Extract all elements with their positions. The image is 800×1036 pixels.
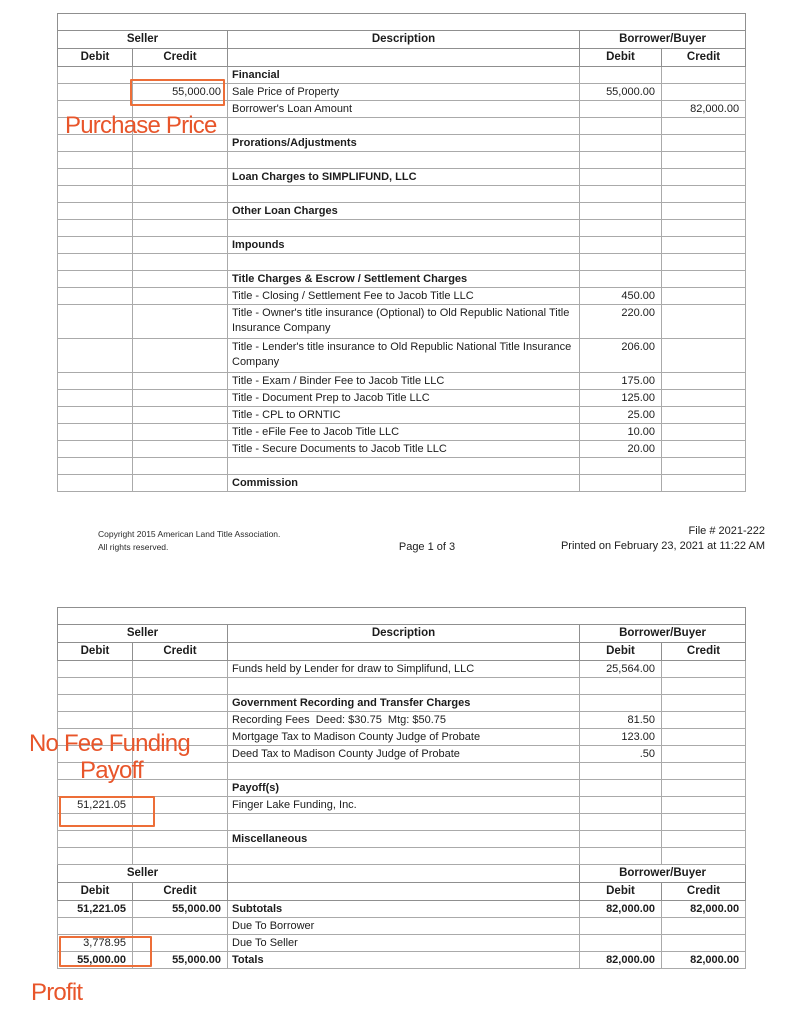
seller-credit-cell xyxy=(133,424,228,441)
table-row xyxy=(58,935,746,952)
buyer-credit-cell xyxy=(662,780,746,797)
table-row xyxy=(58,390,746,407)
seller-credit-cell xyxy=(133,712,228,729)
buyer-credit-cell xyxy=(662,729,746,746)
description-cell: Finger Lake Funding, Inc. xyxy=(228,797,580,814)
page2-header-group xyxy=(58,608,746,661)
buyer-credit-cell xyxy=(662,152,746,169)
description-cell xyxy=(228,458,580,475)
buyer-debit-cell xyxy=(580,220,662,237)
totals-row xyxy=(58,901,746,918)
table-row xyxy=(58,152,746,169)
debit-credit-header-row xyxy=(58,643,746,661)
seller-debit-cell xyxy=(58,712,133,729)
description-cell: Recording Fees Deed: $30.75 Mtg: $50.75 xyxy=(228,712,580,729)
seller-credit-header: Credit xyxy=(133,643,228,661)
seller-credit-cell xyxy=(133,695,228,712)
buyer-debit-cell: .50 xyxy=(580,746,662,763)
buyer-debit-cell xyxy=(580,935,662,952)
buyer-debit-cell xyxy=(580,780,662,797)
totals-header-group xyxy=(58,865,746,901)
buyer-credit-cell xyxy=(662,424,746,441)
seller-debit-cell xyxy=(58,661,133,678)
buyer-credit-cell xyxy=(662,339,746,373)
buyer-debit-cell xyxy=(580,135,662,152)
page2-rows xyxy=(58,661,746,865)
description-cell xyxy=(228,763,580,780)
description-cell: Prorations/Adjustments xyxy=(228,135,580,152)
seller-credit-cell xyxy=(133,169,228,186)
section-header-row xyxy=(58,169,746,186)
table-row xyxy=(58,763,746,780)
buyer-debit-cell xyxy=(580,271,662,288)
description-cell: Due To Seller xyxy=(228,935,580,952)
copyright-line1: Copyright 2015 American Land Title Association. xyxy=(98,529,281,539)
buyer-debit-cell xyxy=(580,118,662,135)
description-cell: Miscellaneous xyxy=(228,831,580,848)
settlement-table-page2 xyxy=(57,607,746,969)
buyer-debit-header: Debit xyxy=(580,643,662,661)
buyer-debit-cell xyxy=(580,152,662,169)
seller-credit-cell xyxy=(133,458,228,475)
file-info xyxy=(561,524,765,554)
seller-credit-cell xyxy=(133,220,228,237)
page1-header-group xyxy=(58,14,746,67)
buyer-debit-cell: 82,000.00 xyxy=(580,901,662,918)
buyer-debit-cell: 25.00 xyxy=(580,407,662,424)
seller-debit-cell xyxy=(58,918,133,935)
totals-column-group-header-row xyxy=(58,865,746,883)
buyer-credit-cell xyxy=(662,712,746,729)
seller-debit-cell xyxy=(58,305,133,339)
buyer-debit-cell: 206.00 xyxy=(580,339,662,373)
seller-credit-cell xyxy=(133,339,228,373)
buyer-credit-cell xyxy=(662,814,746,831)
printed-timestamp: Printed on February 23, 2021 at 11:22 AM xyxy=(560,540,765,552)
description-cell xyxy=(228,848,580,865)
borrower-buyer-header: Borrower/Buyer xyxy=(580,625,746,643)
description-header-spacer xyxy=(228,643,580,661)
empty-top-row xyxy=(58,608,746,625)
buyer-debit-cell xyxy=(580,237,662,254)
description-cell: Impounds xyxy=(228,237,580,254)
description-cell: Payoff(s) xyxy=(228,780,580,797)
seller-debit-cell xyxy=(58,831,133,848)
section-header-row xyxy=(58,831,746,848)
table-row xyxy=(58,288,746,305)
buyer-credit-cell xyxy=(662,390,746,407)
table-row xyxy=(58,441,746,458)
buyer-credit-cell xyxy=(662,678,746,695)
seller-credit-cell xyxy=(133,254,228,271)
description-cell: Borrower's Loan Amount xyxy=(228,101,580,118)
table-row xyxy=(58,373,746,390)
buyer-credit-cell xyxy=(662,797,746,814)
seller-debit-header: Debit xyxy=(58,643,133,661)
seller-credit-cell xyxy=(133,271,228,288)
buyer-credit-cell: 82,000.00 xyxy=(662,952,746,969)
description-cell: Loan Charges to SIMPLIFUND, LLC xyxy=(228,169,580,186)
description-cell xyxy=(228,152,580,169)
seller-debit-cell xyxy=(58,848,133,865)
seller-debit-cell xyxy=(58,678,133,695)
buyer-credit-cell xyxy=(662,763,746,780)
buyer-debit-cell: 82,000.00 xyxy=(580,952,662,969)
description-cell: Title - Owner's title insurance (Optional) to Old Republic National Title Insurance Company xyxy=(228,305,580,339)
table-row xyxy=(58,339,746,373)
description-cell: Deed Tax to Madison County Judge of Probate xyxy=(228,746,580,763)
description-cell: Title Charges & Escrow / Settlement Charges xyxy=(228,271,580,288)
buyer-credit-cell xyxy=(662,67,746,84)
totals-description-header-spacer xyxy=(228,865,580,883)
buyer-credit-cell xyxy=(662,237,746,254)
seller-credit-cell xyxy=(133,203,228,220)
buyer-debit-cell xyxy=(580,763,662,780)
table-row xyxy=(58,424,746,441)
seller-debit-cell: 51,221.05 xyxy=(58,797,133,814)
seller-debit-cell: 3,778.95 xyxy=(58,935,133,952)
no-fee-funding-annotation: No Fee Funding xyxy=(29,730,190,757)
seller-debit-cell xyxy=(58,254,133,271)
buyer-credit-cell xyxy=(662,271,746,288)
purchase-price-highlight-box xyxy=(130,79,225,106)
seller-credit-cell xyxy=(133,237,228,254)
buyer-credit-cell xyxy=(662,458,746,475)
file-number: File # 2021-222 xyxy=(688,525,765,537)
description-header-spacer xyxy=(228,49,580,67)
buyer-debit-cell xyxy=(580,831,662,848)
profit-annotation: Profit xyxy=(31,979,83,1006)
table-row xyxy=(58,458,746,475)
buyer-debit-header: Debit xyxy=(580,883,662,901)
description-cell: Government Recording and Transfer Charges xyxy=(228,695,580,712)
debit-credit-header-row xyxy=(58,49,746,67)
seller-debit-cell xyxy=(58,424,133,441)
description-cell xyxy=(228,186,580,203)
seller-credit-cell: 55,000.00 xyxy=(133,901,228,918)
empty-top-cell xyxy=(58,608,746,625)
profit-highlight-box xyxy=(59,936,152,967)
table-row xyxy=(58,220,746,237)
table-row xyxy=(58,186,746,203)
buyer-credit-cell xyxy=(662,220,746,237)
buyer-debit-cell: 175.00 xyxy=(580,373,662,390)
section-header-row xyxy=(58,203,746,220)
seller-credit-cell xyxy=(133,918,228,935)
buyer-credit-cell xyxy=(662,848,746,865)
buyer-debit-cell xyxy=(580,101,662,118)
totals-row xyxy=(58,952,746,969)
table-row xyxy=(58,678,746,695)
description-cell: Commission xyxy=(228,475,580,492)
buyer-credit-cell: 82,000.00 xyxy=(662,101,746,118)
seller-credit-cell xyxy=(133,441,228,458)
seller-debit-cell xyxy=(58,339,133,373)
seller-debit-cell xyxy=(58,373,133,390)
description-cell: Other Loan Charges xyxy=(228,203,580,220)
totals-debit-credit-header-row xyxy=(58,883,746,901)
description-cell: Title - Exam / Binder Fee to Jacob Title LLC xyxy=(228,373,580,390)
buyer-credit-cell xyxy=(662,118,746,135)
page-number: Page 1 of 3 xyxy=(398,541,456,553)
section-header-row xyxy=(58,475,746,492)
empty-top-row xyxy=(58,14,746,31)
buyer-debit-cell: 81.50 xyxy=(580,712,662,729)
buyer-debit-cell: 220.00 xyxy=(580,305,662,339)
seller-credit-cell xyxy=(133,661,228,678)
buyer-credit-cell xyxy=(662,254,746,271)
seller-credit-cell: 55,000.00 xyxy=(133,952,228,969)
buyer-debit-cell: 10.00 xyxy=(580,424,662,441)
seller-credit-cell xyxy=(133,763,228,780)
table-row xyxy=(58,918,746,935)
table-row xyxy=(58,407,746,424)
seller-credit-cell xyxy=(133,288,228,305)
seller-credit-cell: 55,000.00 xyxy=(133,84,228,101)
buyer-debit-cell xyxy=(580,169,662,186)
seller-debit-cell xyxy=(58,458,133,475)
seller-credit-cell xyxy=(133,678,228,695)
buyer-credit-cell xyxy=(662,935,746,952)
column-group-header-row xyxy=(58,31,746,49)
buyer-credit-cell xyxy=(662,288,746,305)
seller-credit-cell xyxy=(133,407,228,424)
description-cell: Totals xyxy=(228,952,580,969)
seller-credit-header: Credit xyxy=(133,49,228,67)
seller-debit-header: Debit xyxy=(58,883,133,901)
buyer-debit-cell: 55,000.00 xyxy=(580,84,662,101)
buyer-credit-header: Credit xyxy=(662,49,746,67)
page2-totals-rows xyxy=(58,901,746,969)
purchase-price-annotation: Purchase Price xyxy=(65,112,217,139)
description-cell xyxy=(228,254,580,271)
buyer-credit-cell xyxy=(662,661,746,678)
seller-debit-cell xyxy=(58,169,133,186)
description-cell: Funds held by Lender for draw to Simplifund, LLC xyxy=(228,661,580,678)
copyright-line2: All rights reserved. xyxy=(98,542,169,552)
description-cell: Title - CPL to ORNTIC xyxy=(228,407,580,424)
buyer-credit-cell xyxy=(662,746,746,763)
seller-debit-cell xyxy=(58,475,133,492)
table-row xyxy=(58,305,746,339)
buyer-debit-cell: 123.00 xyxy=(580,729,662,746)
seller-header: Seller xyxy=(58,625,228,643)
seller-credit-cell xyxy=(133,373,228,390)
section-header-row xyxy=(58,237,746,254)
seller-credit-header: Credit xyxy=(133,883,228,901)
buyer-credit-cell xyxy=(662,84,746,101)
buyer-credit-header: Credit xyxy=(662,883,746,901)
buyer-debit-cell xyxy=(580,797,662,814)
section-header-row xyxy=(58,271,746,288)
buyer-debit-cell xyxy=(580,678,662,695)
borrower-buyer-header: Borrower/Buyer xyxy=(580,31,746,49)
seller-debit-cell xyxy=(58,186,133,203)
buyer-credit-cell xyxy=(662,441,746,458)
description-header: Description xyxy=(228,31,580,49)
buyer-debit-cell xyxy=(580,203,662,220)
seller-debit-cell xyxy=(58,220,133,237)
buyer-credit-cell xyxy=(662,186,746,203)
buyer-debit-cell: 450.00 xyxy=(580,288,662,305)
description-cell: Title - Document Prep to Jacob Title LLC xyxy=(228,390,580,407)
buyer-debit-cell xyxy=(580,475,662,492)
buyer-debit-cell xyxy=(580,67,662,84)
description-cell: Subtotals xyxy=(228,901,580,918)
buyer-credit-header: Credit xyxy=(662,643,746,661)
description-cell: Title - eFile Fee to Jacob Title LLC xyxy=(228,424,580,441)
table-row xyxy=(58,661,746,678)
seller-debit-cell xyxy=(58,695,133,712)
description-header-spacer xyxy=(228,883,580,901)
buyer-debit-header: Debit xyxy=(580,49,662,67)
seller-debit-cell xyxy=(58,288,133,305)
buyer-credit-cell: 82,000.00 xyxy=(662,901,746,918)
buyer-debit-cell: 20.00 xyxy=(580,441,662,458)
table-row xyxy=(58,712,746,729)
description-cell xyxy=(228,814,580,831)
table-row xyxy=(58,814,746,831)
seller-debit-cell xyxy=(58,271,133,288)
seller-credit-cell xyxy=(133,152,228,169)
seller-debit-header: Debit xyxy=(58,49,133,67)
seller-credit-cell xyxy=(133,831,228,848)
buyer-credit-cell xyxy=(662,831,746,848)
seller-debit-cell xyxy=(58,237,133,254)
buyer-debit-cell xyxy=(580,695,662,712)
buyer-debit-cell: 125.00 xyxy=(580,390,662,407)
description-cell: Title - Closing / Settlement Fee to Jacob Title LLC xyxy=(228,288,580,305)
buyer-credit-cell xyxy=(662,475,746,492)
table-row xyxy=(58,797,746,814)
buyer-credit-cell xyxy=(662,373,746,390)
description-cell: Mortgage Tax to Madison County Judge of Probate xyxy=(228,729,580,746)
section-header-row xyxy=(58,780,746,797)
empty-top-cell xyxy=(58,14,746,31)
description-cell xyxy=(228,220,580,237)
seller-credit-cell xyxy=(133,475,228,492)
buyer-debit-cell xyxy=(580,254,662,271)
buyer-credit-cell xyxy=(662,407,746,424)
column-group-header-row xyxy=(58,625,746,643)
seller-debit-cell xyxy=(58,203,133,220)
buyer-debit-cell xyxy=(580,918,662,935)
buyer-debit-cell xyxy=(580,186,662,203)
seller-debit-cell xyxy=(58,390,133,407)
seller-credit-cell xyxy=(133,848,228,865)
table-row xyxy=(58,254,746,271)
description-cell: Title - Lender's title insurance to Old Republic National Title Insurance Company xyxy=(228,339,580,373)
payoff-highlight-box xyxy=(59,796,155,827)
buyer-credit-cell xyxy=(662,203,746,220)
seller-debit-cell xyxy=(58,67,133,84)
buyer-credit-cell xyxy=(662,918,746,935)
seller-debit-cell xyxy=(58,441,133,458)
seller-debit-cell xyxy=(58,84,133,101)
description-cell: Title - Secure Documents to Jacob Title LLC xyxy=(228,441,580,458)
description-cell xyxy=(228,678,580,695)
seller-debit-cell xyxy=(58,152,133,169)
buyer-credit-cell xyxy=(662,305,746,339)
seller-debit-cell xyxy=(58,407,133,424)
description-cell: Due To Borrower xyxy=(228,918,580,935)
buyer-debit-cell: 25,564.00 xyxy=(580,661,662,678)
seller-debit-cell: 51,221.05 xyxy=(58,901,133,918)
payoff-annotation: Payoff xyxy=(80,757,143,784)
buyer-debit-cell xyxy=(580,458,662,475)
seller-credit-cell xyxy=(133,780,228,797)
buyer-credit-cell xyxy=(662,169,746,186)
buyer-debit-cell xyxy=(580,814,662,831)
description-header: Description xyxy=(228,625,580,643)
description-cell: Sale Price of Property xyxy=(228,84,580,101)
buyer-credit-cell xyxy=(662,695,746,712)
seller-credit-cell xyxy=(133,186,228,203)
buyer-credit-cell xyxy=(662,135,746,152)
borrower-buyer-header: Borrower/Buyer xyxy=(580,865,746,883)
table-row xyxy=(58,848,746,865)
seller-header: Seller xyxy=(58,31,228,49)
buyer-debit-cell xyxy=(580,848,662,865)
description-cell xyxy=(228,118,580,135)
seller-credit-cell xyxy=(133,305,228,339)
section-header-row xyxy=(58,695,746,712)
seller-credit-cell xyxy=(133,390,228,407)
seller-debit-cell: 55,000.00 xyxy=(58,952,133,969)
seller-header: Seller xyxy=(58,865,228,883)
description-cell: Financial xyxy=(228,67,580,84)
